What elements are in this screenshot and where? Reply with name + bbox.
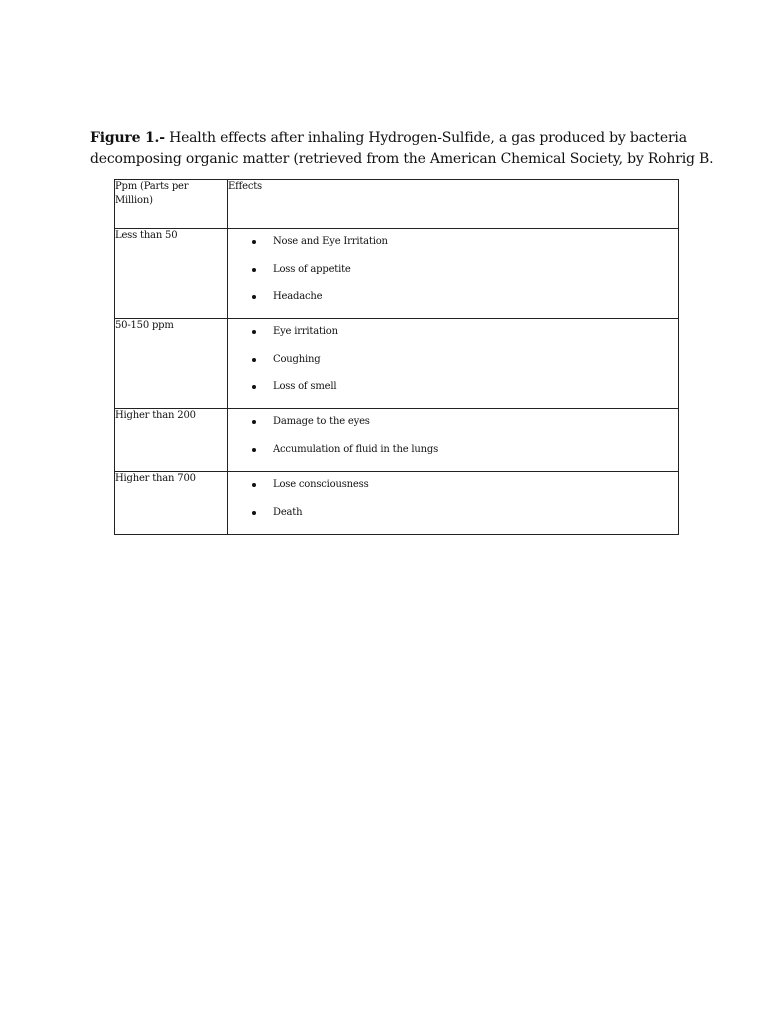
bullet-icon: [252, 420, 256, 424]
caption-line-2: decomposing organic matter (retrieved from the American Chemical Society, by Rohrig B.: [90, 151, 714, 167]
list-item: [228, 443, 678, 471]
ppm-cell: 50-150 ppm: [115, 319, 228, 409]
list-item: [228, 380, 678, 408]
effects-list: [228, 472, 678, 533]
effect-text: Damage to the eyes: [273, 416, 370, 427]
list-item: [228, 235, 678, 263]
table-header-row: [115, 180, 679, 229]
effects-cell: [228, 472, 679, 535]
bullet-icon: [252, 511, 256, 515]
health-effects-table: [114, 179, 679, 535]
bullet-icon: [252, 295, 256, 299]
effects-list: [228, 409, 678, 470]
effects-list: [228, 319, 678, 408]
effect-text: Loss of smell: [273, 381, 337, 392]
effect-text: Lose consciousness: [273, 479, 369, 490]
bullet-icon: [252, 448, 256, 452]
list-item: [228, 506, 678, 534]
table-row: [115, 472, 679, 535]
ppm-cell: Less than 50: [115, 229, 228, 319]
list-item: [228, 325, 678, 353]
list-item: [228, 415, 678, 443]
table-row: [115, 229, 679, 319]
effect-text: Headache: [273, 291, 323, 302]
effects-cell: [228, 229, 679, 319]
table-row: [115, 409, 679, 472]
effect-text: Loss of appetite: [273, 263, 351, 275]
figure-label: Figure 1.-: [90, 130, 165, 146]
bullet-icon: [252, 483, 256, 487]
effect-text: Accumulation of fluid in the lungs: [273, 443, 439, 455]
effect-text: Nose and Eye Irritation: [273, 236, 388, 247]
caption-text-1: Health effects after inhaling Hydrogen-Sulfide, a gas produced by bacteria: [164, 130, 687, 146]
effect-text: Eye irritation: [273, 326, 338, 337]
list-item: [228, 290, 678, 318]
effect-text: Coughing: [273, 353, 321, 365]
bullet-icon: [252, 268, 256, 272]
list-item: [228, 353, 678, 381]
header-effects: Effects: [228, 180, 679, 229]
effects-list: [228, 229, 678, 318]
table-row: [115, 319, 679, 409]
effects-cell: [228, 319, 679, 409]
effect-text: Death: [273, 506, 303, 518]
ppm-cell: Higher than 200: [115, 409, 228, 472]
effects-cell: [228, 409, 679, 472]
ppm-cell: Higher than 700: [115, 472, 228, 535]
caption-line-1: [90, 128, 690, 149]
list-item: [228, 263, 678, 291]
list-item: [228, 478, 678, 506]
bullet-icon: [252, 240, 256, 244]
bullet-icon: [252, 330, 256, 334]
header-ppm: Ppm (Parts per Million): [115, 180, 228, 229]
bullet-icon: [252, 358, 256, 362]
bullet-icon: [252, 385, 256, 389]
figure-caption: [90, 128, 714, 170]
